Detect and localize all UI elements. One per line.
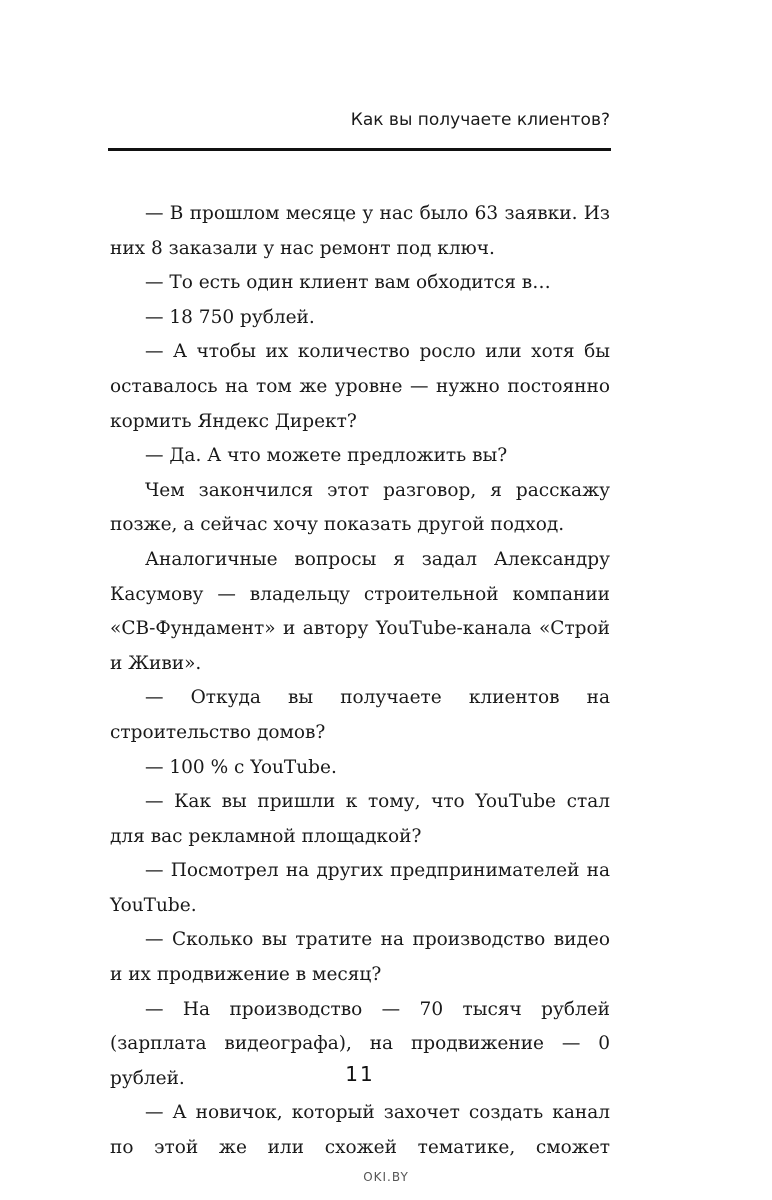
paragraph: — А чтобы их количество росло или хотя бы оставалось на том же уровне — нужно постоянно кормить Яндекс Директ? [110, 341, 610, 432]
paragraph: — 100 % с YouTube. [145, 756, 337, 778]
paragraph: — Откуда вы получаете клиентов на строительство домов? [110, 687, 610, 743]
paragraph: — На производство — 70 тысяч рублей (зарплата видеографа), на продвижение — 0 рублей. [110, 998, 610, 1089]
paragraph: Аналогичные вопросы я задал Александру Касумову — владельцу строительной компании «СВ-Фундамент» и автору YouTube-канала «Строй и Живи». [110, 548, 610, 674]
running-head: Как вы получаете клиентов? [350, 110, 610, 130]
paragraph: — Сколько вы тратите на производство видео и их продвижение в месяц? [110, 929, 610, 986]
header-rule [108, 148, 611, 151]
paragraph: — То есть один клиент вам обходится в… [145, 272, 551, 294]
paragraph: — А новичок, который захочет создать канал по этой же или схожей тематике, сможет [110, 1102, 610, 1159]
paragraph: — В прошлом месяце у нас было 63 заявки. Из них 8 заказали у нас ремонт под ключ. [110, 203, 610, 259]
paragraph: — Да. А что можете предложить вы? [145, 445, 508, 467]
watermark: OKI.BY [363, 1170, 409, 1184]
paragraph: Чем закончился этот разговор, я расскажу позже, а сейчас хочу показать другой подход. [110, 479, 610, 536]
paragraph: — 18 750 рублей. [145, 306, 315, 328]
page-number: 11 [345, 1062, 375, 1086]
body-text [110, 197, 610, 1166]
paragraph: — Как вы пришли к тому, что YouTube стал для вас рекламной площадкой? [110, 791, 610, 847]
paragraph: — Посмотрел на других предпринимателей на YouTube. [110, 860, 610, 916]
